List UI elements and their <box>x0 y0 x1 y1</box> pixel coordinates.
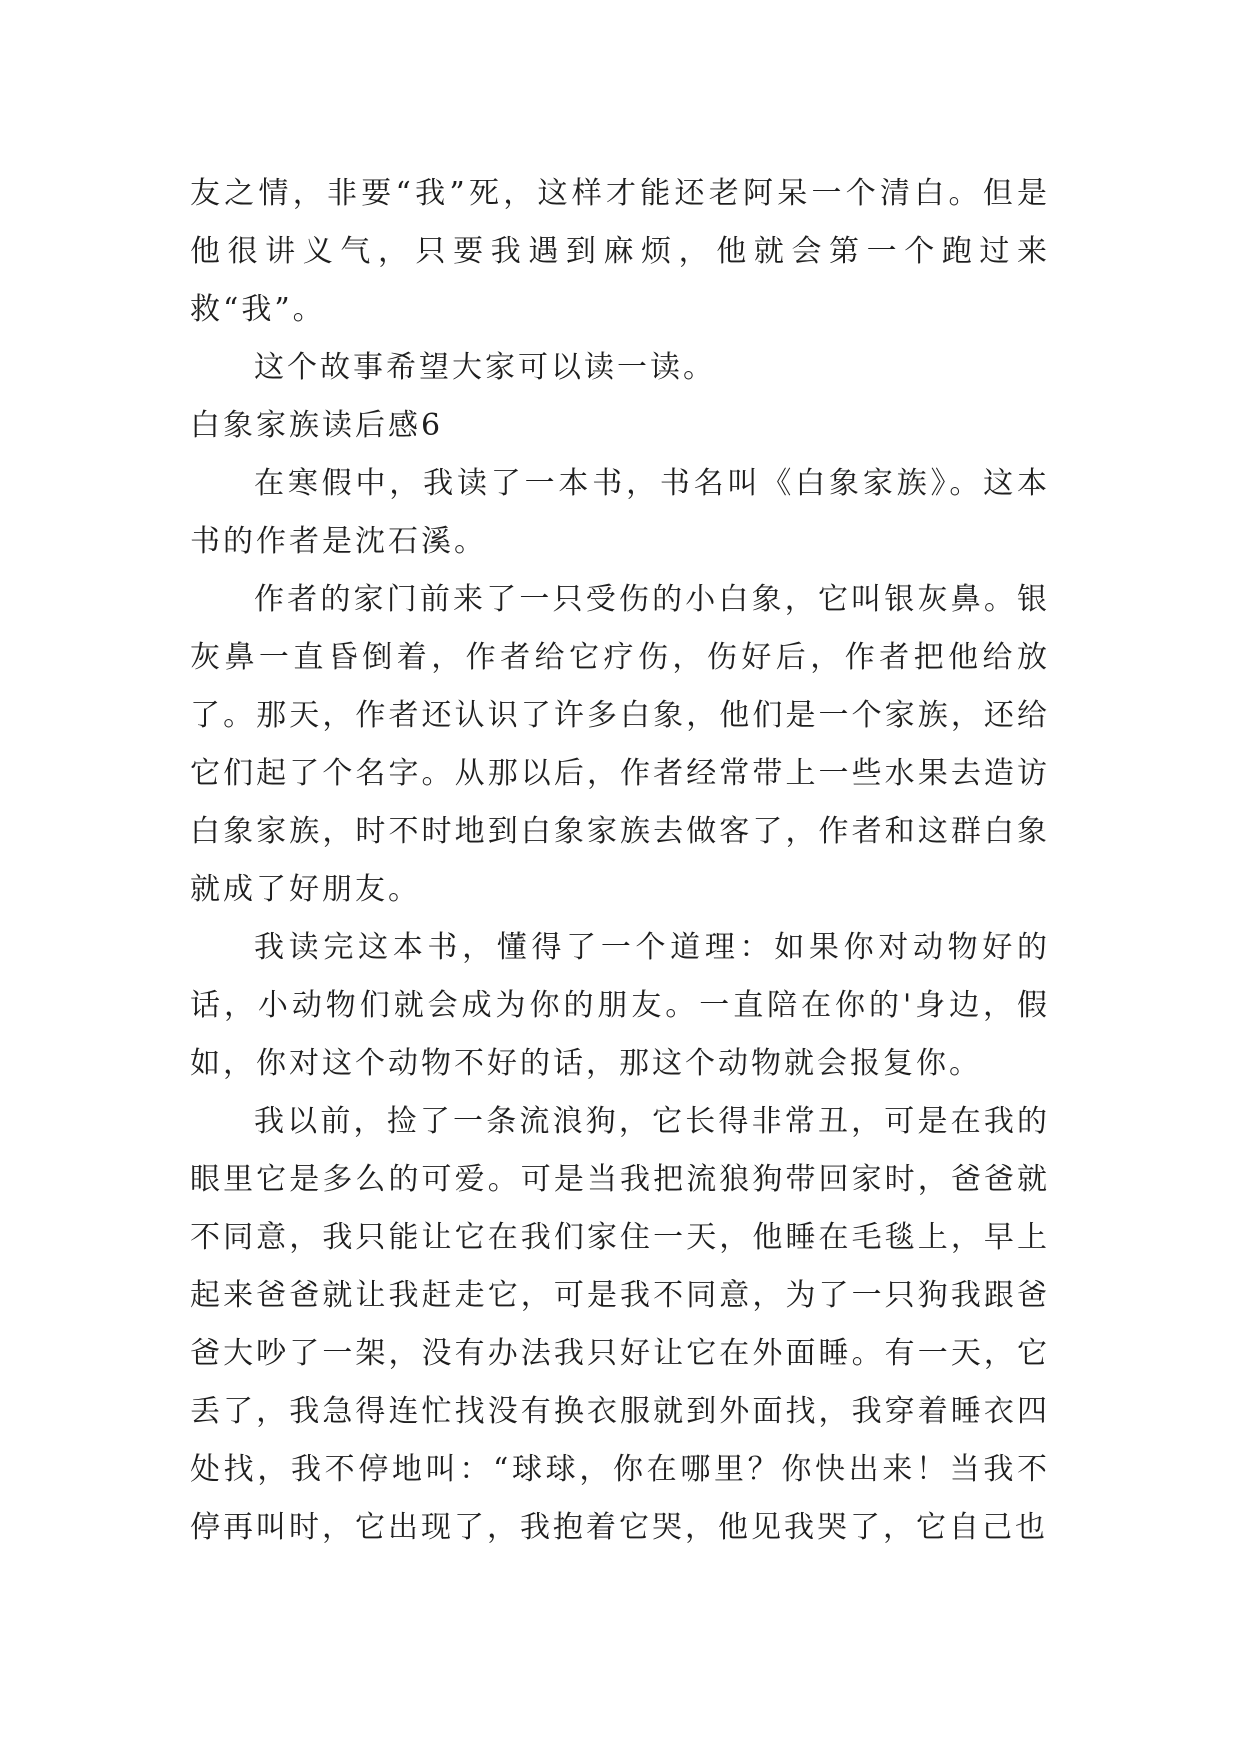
paragraph-continued: 友之情，非要“我”死，这样才能还老阿呆一个清白。但是他很讲义气，只要我遇到麻烦，他就会第一个跑过来救“我”。 <box>190 176 1050 327</box>
document-body <box>190 165 1050 1557</box>
paragraph-recommendation: 这个故事希望大家可以读一读。 <box>254 350 716 385</box>
section-title: 白象家族读后感6 <box>190 408 444 443</box>
paragraph-lesson: 我读完这本书，懂得了一个道理：如果你对动物好的话，小动物们就会成为你的朋友。一直陪在你的'身边，假如，你对这个动物不好的话，那这个动物就会报复你。 <box>190 930 1050 1081</box>
paragraph-book-intro: 在寒假中，我读了一本书，书名叫《白象家族》。这本书的作者是沈石溪。 <box>190 466 1050 559</box>
paragraph-story-summary: 作者的家门前来了一只受伤的小白象，它叫银灰鼻。银灰鼻一直昏倒着，作者给它疗伤，伤好后，作者把他给放了。那天，作者还认识了许多白象，他们是一个家族，还给它们起了个名字。从那以后，作者经常带上一些水果去造访白象家族，时不时地到白象家族去做客了，作者和这群白象就成了好朋友。 <box>190 582 1050 907</box>
paragraph-personal-story: 我以前，捡了一条流浪狗，它长得非常丑，可是在我的眼里它是多么的可爱。可是当我把流狼狗带回家时，爸爸就不同意，我只能让它在我们家住一天，他睡在毛毯上，早上起来爸爸就让我赶走它，可是我不同意，为了一只狗我跟爸爸大吵了一架，没有办法我只好让它在外面睡。有一天，它丢了，我急得连忙找没有换衣服就到外面找，我穿着睡衣四处找，我不停地叫：“球球，你在哪里？你快出来！当我不停再叫时，它出现了，我抱着它哭，他见我哭了，它自己也 <box>190 1104 1050 1545</box>
